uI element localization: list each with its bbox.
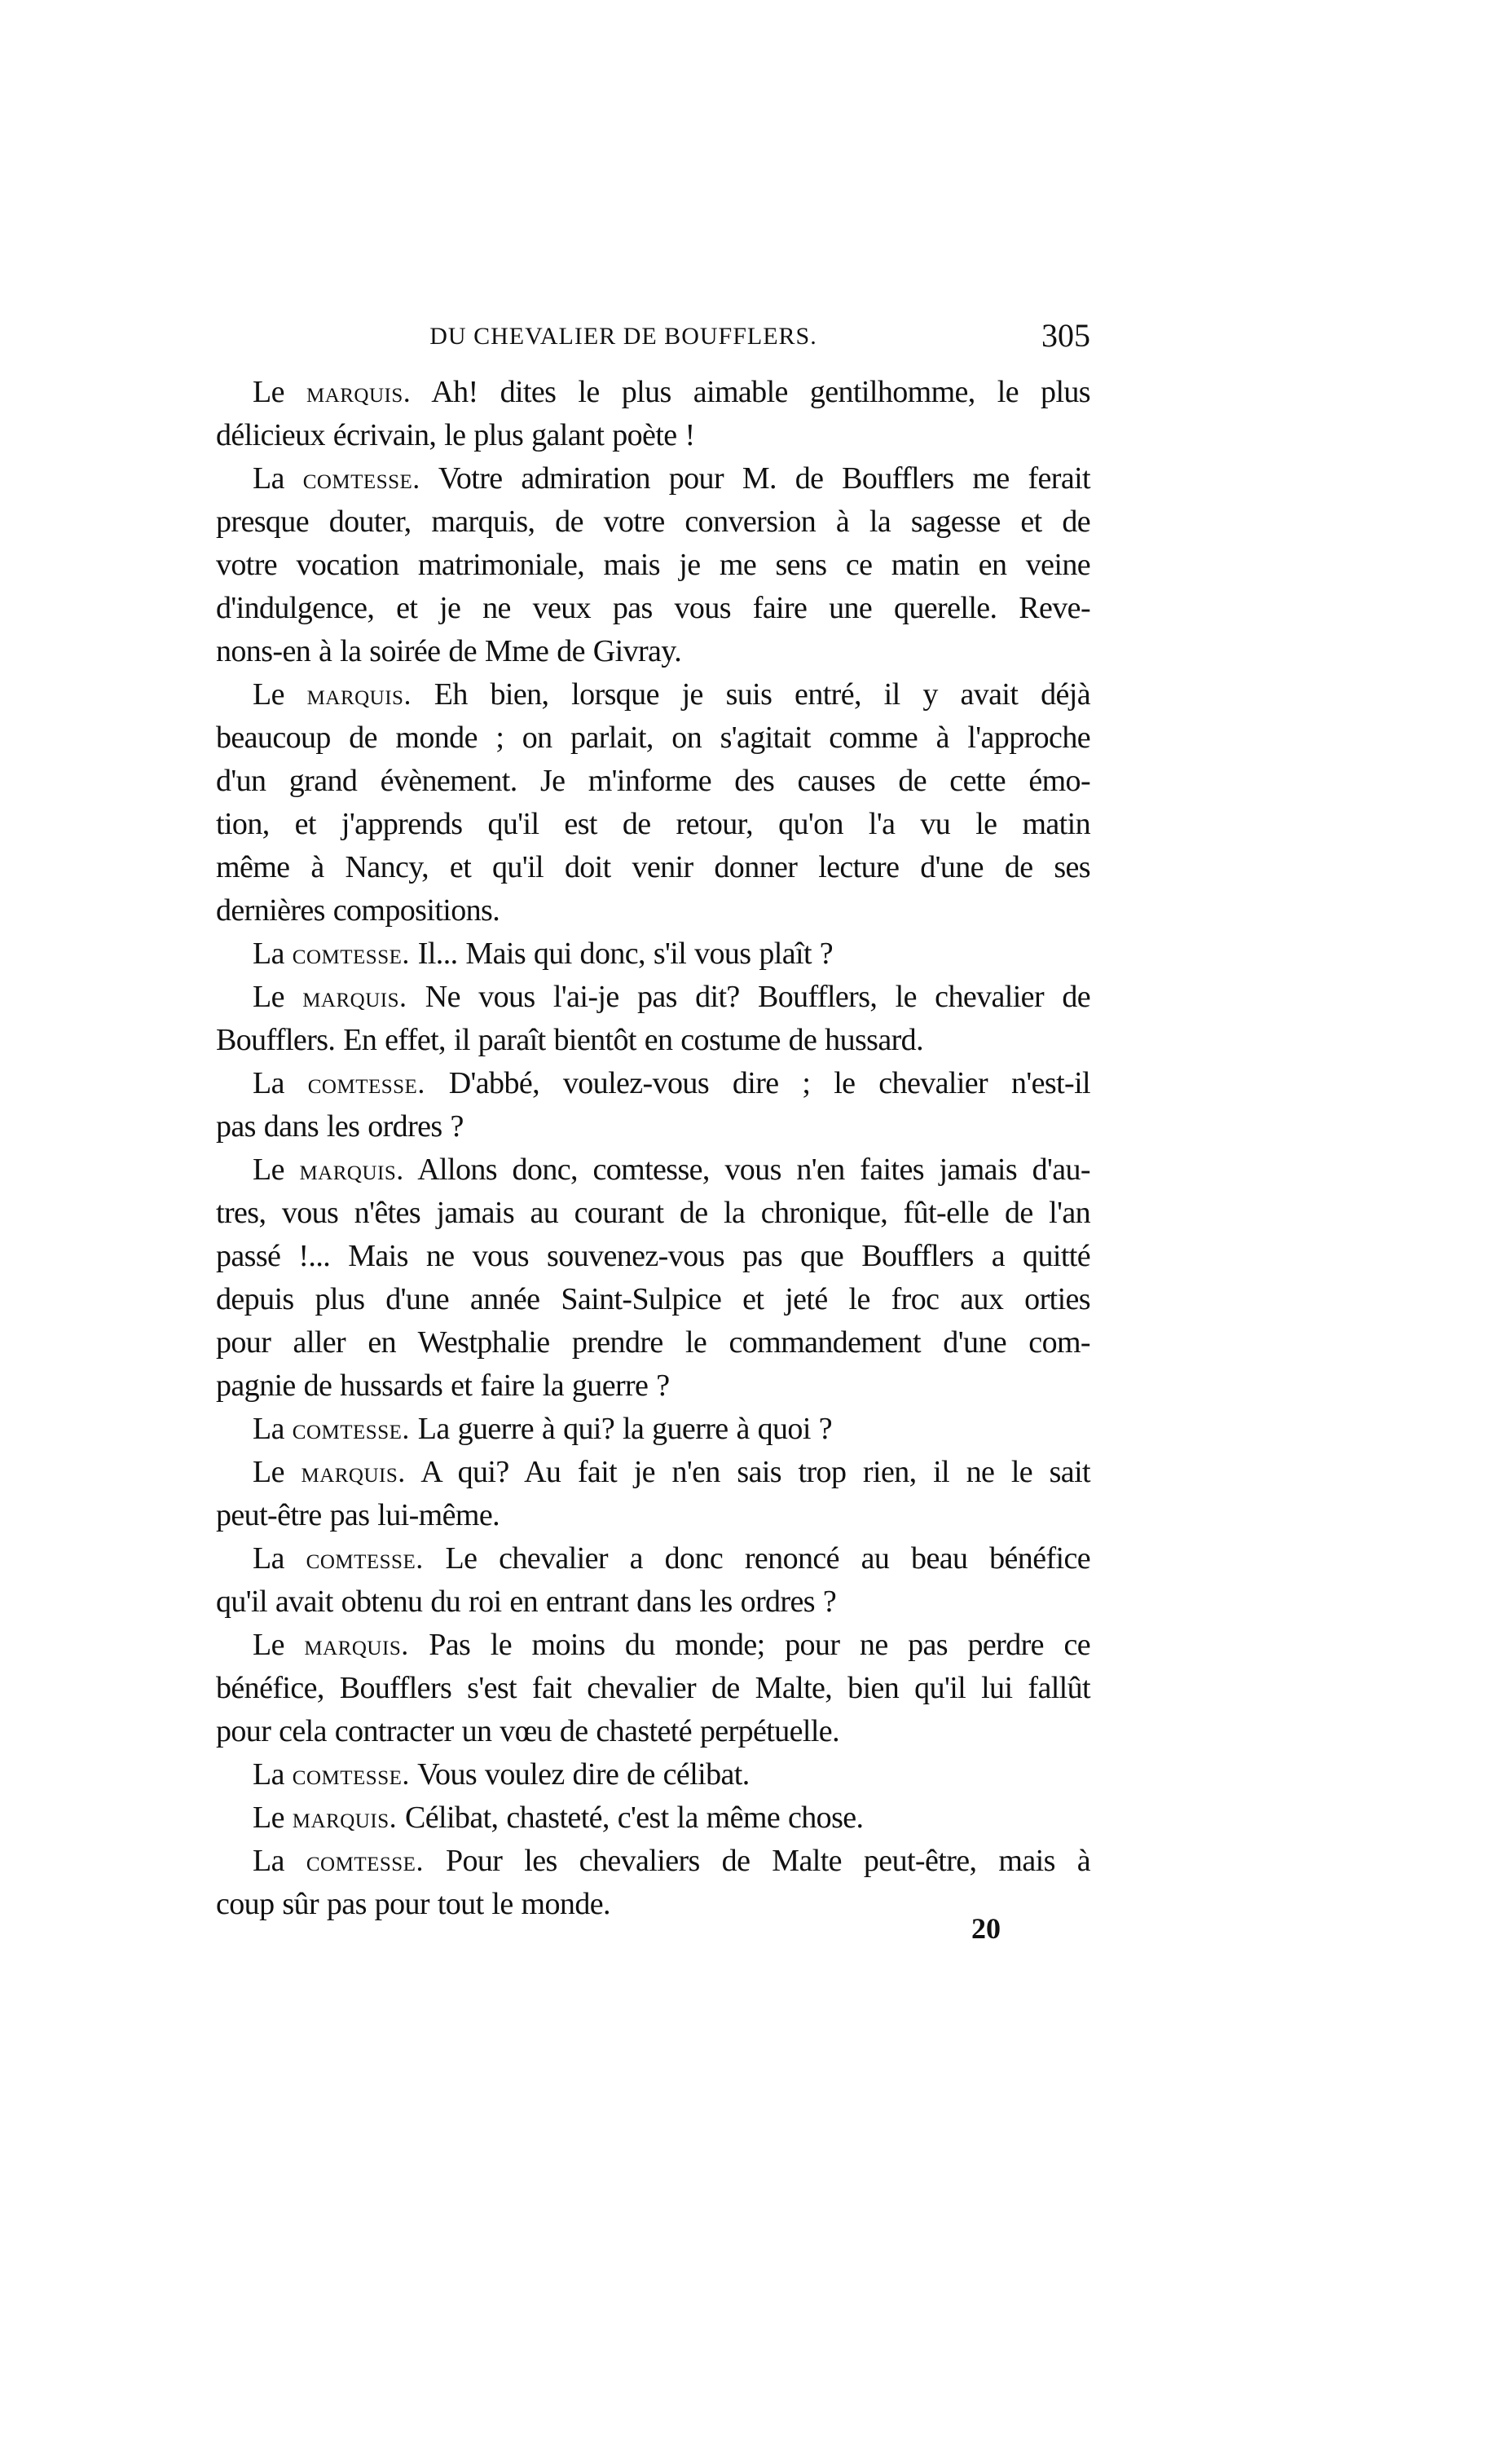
line-text: qu'il avait obtenu du roi en entrant dans les ordres ? <box>216 1585 837 1619</box>
line-text: La guerre à qui? la guerre à quoi ? <box>409 1412 832 1446</box>
speaker-article: La <box>253 937 284 971</box>
text-line <box>216 1796 1090 1840</box>
text-line <box>216 1019 1090 1062</box>
text-line <box>216 1840 1090 1883</box>
line-text: Ne vous l'ai-je pas dit? Boufflers, le chevalier de <box>407 980 1090 1014</box>
line-text: Boufflers. En effet, il paraît bientôt en costume de hussard. <box>216 1023 923 1057</box>
text-line <box>216 1883 1090 1926</box>
text-line <box>216 673 1090 716</box>
speaker-name: marquis. <box>292 1801 398 1834</box>
line-text: d'indulgence, et je ne veux pas vous faire une querelle. Reve- <box>216 591 1090 625</box>
text-line <box>216 587 1090 630</box>
text-line <box>216 976 1090 1019</box>
text-line <box>216 846 1090 889</box>
speaker-article: Le <box>253 1801 284 1835</box>
line-text: Il... Mais qui donc, s'il vous plaît ? <box>409 937 834 971</box>
text-line <box>216 1105 1090 1148</box>
text-line <box>216 457 1090 500</box>
line-text: Célibat, chasteté, c'est la même chose. <box>397 1801 864 1835</box>
speaker-article: La <box>253 1066 284 1100</box>
line-text: A qui? Au fait je n'en sais trop rien, il ne le sait <box>405 1455 1090 1489</box>
line-text: pagnie de hussards et faire la guerre ? <box>216 1369 670 1403</box>
text-line <box>216 1494 1090 1537</box>
line-text: Votre admiration pour M. de Boufflers me ferait <box>420 461 1090 496</box>
text-line <box>216 932 1090 976</box>
text-line <box>216 1753 1090 1796</box>
text-line <box>216 1624 1090 1667</box>
text-line <box>216 1451 1090 1494</box>
dialogue-text <box>216 371 1090 1926</box>
speaker-article: Le <box>253 1628 284 1662</box>
line-text: dernières compositions. <box>216 893 500 928</box>
speaker-name: marquis. <box>306 678 412 711</box>
speaker-article: La <box>253 461 284 496</box>
line-text: tres, vous n'êtes jamais au courant de la chronique, fût-elle de l'an <box>216 1196 1090 1230</box>
text-line <box>216 414 1090 457</box>
speaker-article: La <box>253 1541 284 1576</box>
speaker-name: comtesse. <box>306 1845 424 1877</box>
speaker-article: Le <box>253 1153 284 1187</box>
line-text: beaucoup de monde ; on parlait, on s'agitait comme à l'approche <box>216 721 1090 755</box>
text-line <box>216 371 1090 414</box>
line-text: Le chevalier a donc renoncé au beau bénéfice <box>423 1541 1091 1576</box>
text-line <box>216 544 1090 587</box>
speaker-name: comtesse. <box>292 1413 410 1445</box>
line-text: nons-en à la soirée de Mme de Givray. <box>216 634 682 668</box>
line-text: votre vocation matrimoniale, mais je me sens ce matin en veine <box>216 548 1090 582</box>
speaker-name: marquis. <box>306 376 412 408</box>
text-line <box>216 1364 1090 1408</box>
page-number: 305 <box>1041 317 1090 354</box>
line-text: depuis plus d'une année Saint-Sulpice et jeté le froc aux orties <box>216 1282 1090 1316</box>
line-text: pour aller en Westphalie prendre le commandement d'une com- <box>216 1325 1090 1360</box>
speaker-name: comtesse. <box>302 462 420 495</box>
text-line <box>216 1537 1090 1580</box>
line-text: presque douter, marquis, de votre conversion à la sagesse et de <box>216 505 1090 539</box>
text-line <box>216 500 1090 544</box>
speaker-name: marquis. <box>299 1153 404 1186</box>
speaker-name: marquis. <box>304 1629 409 1661</box>
line-text: d'un grand évènement. Je m'informe des causes de cette émo- <box>216 764 1090 798</box>
speaker-name: marquis. <box>301 1456 406 1488</box>
line-text: Eh bien, lorsque je suis entré, il y avait déjà <box>411 677 1090 712</box>
text-line <box>216 630 1090 673</box>
text-line <box>216 760 1090 803</box>
text-line <box>216 1580 1090 1624</box>
text-line <box>216 1278 1090 1321</box>
text-line <box>216 889 1090 932</box>
line-text: Pour les chevaliers de Malte peut-être, mais à <box>423 1844 1091 1878</box>
speaker-name: comtesse. <box>292 937 410 970</box>
text-line <box>216 716 1090 760</box>
speaker-article: Le <box>253 677 284 712</box>
running-title: DU CHEVALIER DE BOUFFLERS. <box>429 323 817 350</box>
line-text: coup sûr pas pour tout le monde. <box>216 1887 610 1921</box>
line-text: D'abbé, voulez-vous dire ; le chevalier n'est-il <box>425 1066 1090 1100</box>
line-text: pour cela contracter un vœu de chasteté perpétuelle. <box>216 1714 839 1748</box>
speaker-name: comtesse. <box>306 1542 424 1575</box>
line-text: Allons donc, comtesse, vous n'en faites jamais d'au- <box>403 1153 1090 1187</box>
line-text: délicieux écrivain, le plus galant poète ! <box>216 418 695 452</box>
text-line <box>216 1408 1090 1451</box>
line-text: Ah! dites le plus aimable gentilhomme, le plus <box>411 375 1090 409</box>
speaker-name: comtesse. <box>292 1758 410 1791</box>
text-line <box>216 1710 1090 1753</box>
line-text: bénéfice, Boufflers s'est fait chevalier de Malte, bien qu'il lui fallût <box>216 1671 1090 1705</box>
line-text: passé !... Mais ne vous souvenez-vous pas que Boufflers a quitté <box>216 1239 1090 1273</box>
speaker-name: comtesse. <box>307 1067 425 1100</box>
running-header <box>216 316 1090 357</box>
line-text: pas dans les ordres ? <box>216 1109 464 1144</box>
speaker-name: marquis. <box>302 981 407 1013</box>
text-line <box>216 1321 1090 1364</box>
text-line <box>216 1235 1090 1278</box>
line-text: tion, et j'apprends qu'il est de retour, qu'on l'a vu le matin <box>216 807 1090 841</box>
text-line <box>216 1148 1090 1192</box>
speaker-article: Le <box>253 1455 284 1489</box>
text-line <box>216 1192 1090 1235</box>
speaker-article: Le <box>253 980 284 1014</box>
speaker-article: La <box>253 1844 284 1878</box>
line-text: Vous voulez dire de célibat. <box>409 1757 750 1792</box>
text-line <box>216 803 1090 846</box>
speaker-article: La <box>253 1757 284 1792</box>
speaker-article: La <box>253 1412 284 1446</box>
speaker-article: Le <box>253 375 284 409</box>
line-text: peut-être pas lui-même. <box>216 1498 500 1532</box>
text-line <box>216 1062 1090 1105</box>
line-text: Pas le moins du monde; pour ne pas perdre ce <box>408 1628 1090 1662</box>
line-text: même à Nancy, et qu'il doit venir donner lecture d'une de ses <box>216 850 1090 884</box>
signature-mark: 20 <box>971 1912 1001 1945</box>
text-line <box>216 1667 1090 1710</box>
